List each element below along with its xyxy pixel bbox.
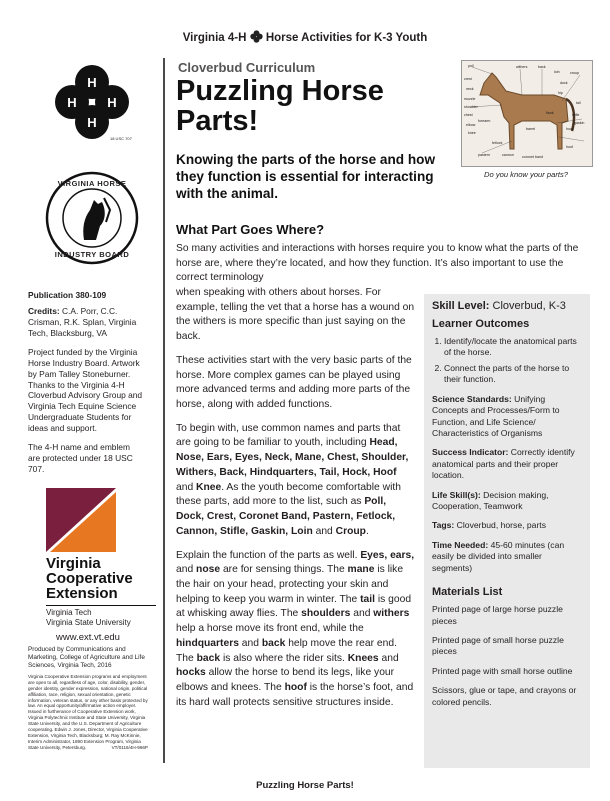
credits <box>28 306 144 339</box>
functions-paragraph: Explain the function of the parts as well. Eyes, ears, and nose are for sensing things. The mane is like the hair on your head, protecting your skin and helping to keep you warm in winter. The tail is good at whisking away flies. The shoulders and withers help a horse move its front end, while the hindquarters and back help move the rear end. The back is also where the rider sits. Knees and hocks allow the horse to bend its legs, like your elbows and knees. The hoof is the horse’s foot, and its hard wall protects sensitive structures inside. <box>176 549 415 708</box>
diagram-label: knee <box>468 131 476 135</box>
horse-parts-diagram <box>461 60 593 167</box>
time-needed: Time Needed: 45-60 minutes (can easily be divided into smaller segments) <box>432 539 565 573</box>
main-column-text <box>176 286 416 719</box>
diagram-label: withers <box>516 65 528 69</box>
emblem-note: The 4-H name and emblem are protected under 18 USC 707. <box>28 442 133 474</box>
learner-outcomes-list <box>432 336 582 386</box>
skill-info-box <box>424 294 590 768</box>
four-h-usc-mark: 18 USC 707 <box>110 136 132 141</box>
diagram-label: back <box>538 65 546 69</box>
svg-text:H: H <box>67 95 77 110</box>
board-ring-top-text: VIRGINIA HORSE <box>57 179 127 188</box>
diagram-label: hock <box>566 127 574 131</box>
diagram-label: pastern <box>478 153 490 157</box>
diagram-label: coronet band <box>522 155 543 159</box>
success-indicator: Success Indicator: Correctly identify anatomical parts and their proper location. <box>432 447 575 481</box>
part-names-paragraph: To begin with, use common names and parts that are going to be familiar to youth, including Head, Nose, Ears, Eyes, Neck, Mane, Chest, Shoulder, Withers, Back, Hindquarters, Tail, Hock, Hoof and Knee. As the youth become comfortable with these parts, add more to the list, such as Poll, Dock, Crest, Coronet Band, Pastern, Fetlock, Cannon, Stifle, Gaskin, Loin and Croup. <box>176 422 409 537</box>
vce-word-3: Extension <box>46 585 118 602</box>
skill-level: Skill Level: Cloverbud, K-3 <box>432 300 566 312</box>
diagram-label: croup <box>570 71 579 75</box>
material-item: Printed page of large horse puzzle pieces <box>432 604 563 626</box>
basic-parts-paragraph: These activities start with the very basic parts of the horse. More complex games can be played using more advanced terms and adding more parts of the horse, along with added functions. <box>176 354 412 411</box>
credits-text: C.A. Porr, C.C. Crisman, R.K. Splan, Virginia Tech, Blacksburg, VA <box>28 306 137 338</box>
vce-wordmark <box>46 556 156 628</box>
vce-institution-1: Virginia Tech <box>46 608 92 617</box>
life-skills: Life Skill(s): Decision making, Cooperation, Teamwork <box>432 489 549 512</box>
lead-paragraph: Knowing the parts of the horse and how they function is essential for interacting with the animal. <box>176 152 436 201</box>
diagram-label: barrel <box>526 127 536 131</box>
intro-paragraph-continued: when speaking with others about horses. For example, telling the vet that a horse has a wound on the withers is more specific than just saying on the back. <box>176 287 415 343</box>
outcome-item: 1. Identify/locate the anatomical parts of the horse. <box>444 336 582 359</box>
diagram-label: gaskin <box>574 121 585 125</box>
header-text-start: Virginia 4-H <box>182 32 247 44</box>
diagram-label: poll <box>468 64 474 68</box>
sidebar <box>28 290 144 483</box>
website-link[interactable]: www.ext.vt.edu <box>56 632 120 643</box>
diagram-label: hip <box>558 91 563 95</box>
page-footer: Puzzling Horse Parts! <box>256 780 354 791</box>
tags: Tags: Cloverbud, horse, parts <box>432 520 546 531</box>
section-heading: What Part Goes Where? <box>176 222 325 237</box>
curriculum-label: Cloverbud Curriculum <box>178 60 316 75</box>
svg-text:H: H <box>107 95 117 110</box>
produced-by-note: Produced by Communications and Marketing, College of Agriculture and Life Sciences, Virginia Tech, 2016 <box>28 646 145 669</box>
diagram-label: dock <box>560 81 568 85</box>
diagram-label: loin <box>554 70 560 74</box>
material-item: Printed page of small horse puzzle pieces <box>432 635 564 657</box>
material-item: Printed page with small horse outline <box>432 665 573 676</box>
header-text-end: Horse Activities for K-3 Youth <box>265 32 428 44</box>
learner-outcomes-heading: Learner Outcomes <box>432 318 530 330</box>
legal-notice <box>28 674 148 750</box>
column-divider <box>163 58 165 763</box>
diagram-label: chest <box>464 113 473 117</box>
board-ring-bottom-text: INDUSTRY BOARD <box>54 250 130 259</box>
four-h-clover-icon <box>52 62 132 142</box>
diagram-label: crest <box>464 77 472 81</box>
four-h-logo <box>52 62 132 147</box>
credits-label: Credits: <box>28 306 60 316</box>
funding-note: Project funded by the Virginia Horse Industry Board. Artwork by Pam Talley Stoneburner. Thanks to the Virginia 4-H Cloverbud Advisory Group and Virginia Tech Equine Science Undergraduate Students for ideas and support. <box>28 346 143 434</box>
diagram-label: flank <box>546 111 554 115</box>
svg-text:H: H <box>87 75 97 90</box>
page-header <box>0 30 610 44</box>
vce-institution-2: Virginia State University <box>46 618 131 627</box>
diagram-label: neck <box>466 87 474 91</box>
diagram-label: cannon <box>502 153 514 157</box>
diagram-label: hoof <box>566 145 573 149</box>
diagram-label: shoulder <box>464 105 478 109</box>
title-line-1: Puzzling Horse <box>176 75 384 107</box>
image-caption: Do you know your parts? <box>484 170 568 179</box>
page-title <box>176 76 446 137</box>
horse-board-logo <box>44 170 140 266</box>
diagram-label: muzzle <box>464 97 476 101</box>
sidebar-bottom <box>28 632 148 750</box>
diagram-label: stifle <box>572 113 580 117</box>
diagram-label: tail <box>576 101 581 105</box>
svg-text:H: H <box>87 115 97 130</box>
diagram-label: forearm <box>478 119 491 123</box>
diagram-label: fetlock <box>492 141 503 145</box>
materials-heading: Materials List <box>432 586 503 599</box>
legal-text: Virginia Cooperative Extension programs and employment are open to all, regardless of age, color, disability, gender, gender identity, gender expression, national origin, political affiliation, race, religion, sexual orientation, genetic information, veteran status, or any other basis protected by law. An equal opportunity/affirmative action employer. Issued in furtherance of Cooperative Extension work, Virginia Polytechnic Institute and State University, Virginia State University, and the U.S. Department of Agriculture cooperating. Edwin J. Jones, Director, Virginia Cooperative Extension, Virginia Tech, Blacksburg; M. Ray McKinnie, Interim Administrator, 1890 Extension Program, Virginia State University, Petersburg. <box>28 674 148 750</box>
diagram-label: elbow <box>466 123 476 127</box>
vce-word-1: Virginia <box>46 555 101 572</box>
intro-paragraph-full-width: So many activities and interactions with horses require you to know what the parts of the horse are, where they’re located, and how they function. It’s also important to use the correct terminology <box>176 243 579 284</box>
title-line-2: Parts! <box>176 105 259 138</box>
science-standards: Science Standards: Unifying Concepts and Processes/Form to Function, and Life Science/ Characteristics of Organisms <box>432 393 560 438</box>
vce-logo <box>46 488 116 557</box>
publication-number: Publication 380-109 <box>28 290 107 300</box>
vce-word-2: Cooperative <box>46 570 133 587</box>
vce-mark-icon <box>46 488 116 552</box>
outcome-item: 2. Connect the parts of the horse to their function. <box>444 363 582 386</box>
document-code: VT/0116/4H-966P <box>111 744 148 750</box>
clover-icon <box>250 30 263 43</box>
material-item: Scissors, glue or tape, and crayons or colored pencils. <box>432 685 577 707</box>
